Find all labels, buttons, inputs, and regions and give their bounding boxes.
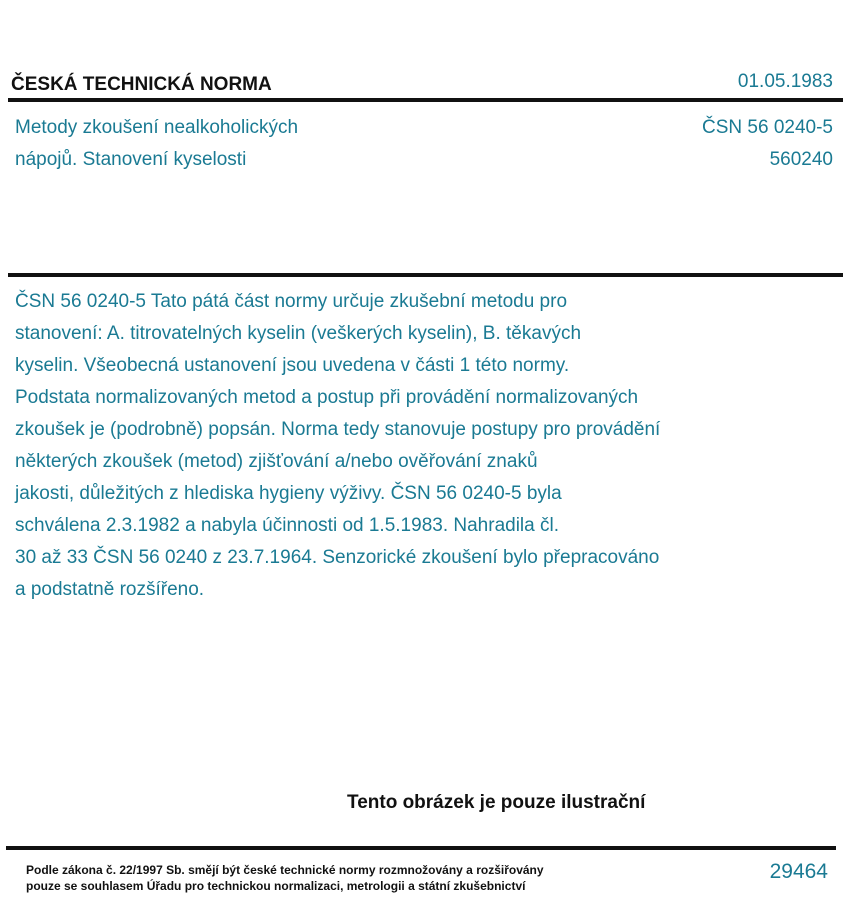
abstract-text [15,286,660,606]
abstract-line: stanovení: A. titrovatelných kyselin (veškerých kyselin), B. těkavých [15,323,582,344]
abstract-line: 30 až 33 ČSN 56 0240 z 23.7.1964. Senzorické zkoušení bylo přepracováno [15,547,660,568]
standard-title-line-2: nápojů. Stanovení kyselosti [15,149,247,170]
abstract-line: kyselin. Všeobecná ustanovení jsou uvedena v části 1 této normy. [15,355,570,376]
section-divider [8,273,843,277]
document-header-title: ČESKÁ TECHNICKÁ NORMA [11,74,272,95]
abstract-line: jakosti, důležitých z hlediska hygieny výživy. ČSN 56 0240-5 byla [15,483,562,504]
standard-title-line-1: Metody zkoušení nealkoholických [15,117,299,138]
header-divider [8,98,843,102]
abstract-line: Podstata normalizovaných metod a postup při provádění normalizovaných [15,387,639,408]
abstract-line: a podstatně rozšířeno. [15,579,205,600]
standard-designation: ČSN 56 0240-5 [702,117,833,138]
illustration-disclaimer: Tento obrázek je pouze ilustrační [347,792,646,813]
abstract-line: zkoušek je (podrobně) popsán. Norma tedy stanovuje postupy pro provádění [15,419,661,440]
abstract-line: ČSN 56 0240-5 Tato pátá část normy určuje zkušební metodu pro [15,291,568,312]
abstract-line: schválena 2.3.1982 a nabyla účinnosti od 1.5.1983. Nahradila čl. [15,515,559,536]
legal-notice [26,862,544,894]
footer-divider [6,846,836,850]
document-number: 29464 [769,860,828,883]
abstract-line: některých zkoušek (metod) zjišťování a/nebo ověřování znaků [15,451,538,472]
legal-notice-line: pouze se souhlasem Úřadu pro technickou normalizaci, metrologii a státní zkušebnictví [26,879,526,893]
publication-date: 01.05.1983 [737,71,833,92]
legal-notice-line: Podle zákona č. 22/1997 Sb. smějí být české technické normy rozmnožovány a rozšiřovány [26,863,544,877]
classification-code: 560240 [769,149,833,170]
